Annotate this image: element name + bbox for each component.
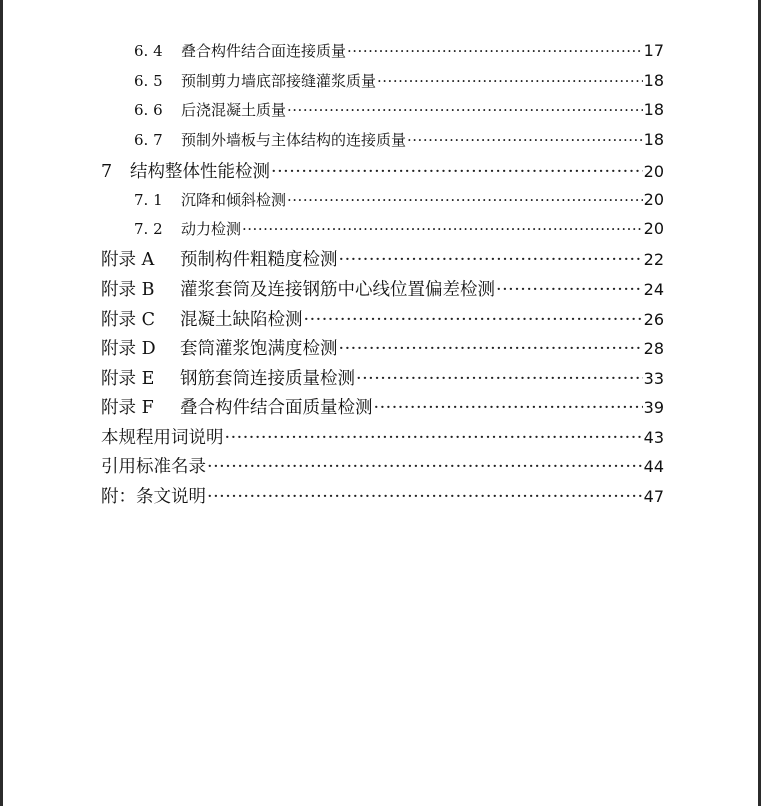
toc-entry-title: 混凝土缺陷检测 — [180, 310, 303, 330]
toc-entry[interactable] — [134, 189, 664, 210]
toc-entry-title: 本规程用词说明 — [101, 428, 224, 448]
toc-entry-title: 预制外墙板与主体结构的连接质量 — [181, 131, 407, 149]
toc-leader-dots — [347, 42, 643, 60]
toc-leader-dots — [374, 398, 643, 418]
toc-leader-dots — [339, 339, 643, 359]
toc-entry-title: 后浇混凝土质量 — [181, 101, 287, 119]
toc-entry-page: 20 — [643, 190, 664, 209]
toc-entry-page: 26 — [643, 310, 664, 329]
toc-entry-page: 18 — [643, 71, 664, 90]
toc-entry-number: 附录 C — [101, 310, 155, 330]
toc-entry-page: 28 — [643, 339, 664, 358]
toc-entry-title: 引用标准名录 — [101, 457, 206, 477]
toc-entry[interactable] — [134, 129, 664, 150]
toc-leader-dots — [496, 280, 643, 300]
toc-entry-page: 20 — [643, 219, 664, 238]
toc-entry[interactable] — [101, 306, 664, 331]
toc-entry-title: 预制剪力墙底部接缝灌浆质量 — [181, 72, 377, 90]
toc-entry-number: 附录 B — [101, 280, 155, 300]
toc-entry-title: 预制构件粗糙度检测 — [180, 250, 338, 270]
toc-entry-number: 7. 2 — [134, 220, 163, 238]
toc-entry-title: 叠合构件结合面质量检测 — [180, 398, 373, 418]
toc-entry-number: 附录 E — [101, 369, 155, 389]
toc-entry[interactable] — [101, 246, 664, 271]
toc-entry-number: 附录 A — [101, 250, 155, 270]
toc-entry-title: 附：条文说明 — [101, 487, 206, 507]
toc-entry-title: 动力检测 — [181, 220, 242, 238]
toc-entry[interactable] — [134, 218, 664, 239]
toc-leader-dots — [225, 428, 643, 448]
toc-entry[interactable] — [101, 365, 664, 390]
toc-entry-title: 灌浆套筒及连接钢筋中心线位置偏差检测 — [180, 280, 495, 300]
toc-entry-page: 17 — [643, 41, 664, 60]
toc-entry-number: 7. 1 — [134, 191, 163, 209]
toc-entry-page: 43 — [643, 428, 664, 447]
toc-entry-page: 47 — [643, 487, 664, 506]
toc-leader-dots — [356, 369, 643, 389]
toc-entry-page: 24 — [643, 280, 664, 299]
toc-leader-dots — [407, 131, 643, 149]
toc-entry[interactable] — [101, 453, 664, 478]
toc-entry[interactable] — [101, 424, 664, 449]
toc-entry[interactable] — [134, 99, 664, 120]
toc-entry-number: 附录 D — [101, 339, 156, 359]
toc-entry[interactable] — [101, 394, 664, 419]
toc-leader-dots — [242, 220, 643, 238]
toc-entry-title: 套筒灌浆饱满度检测 — [180, 339, 338, 359]
toc-entry-page: 18 — [643, 130, 664, 149]
toc-entry[interactable] — [134, 70, 664, 91]
toc-entry-page: 33 — [643, 369, 664, 388]
toc-entry-page: 44 — [643, 457, 664, 476]
toc-entry-page: 39 — [643, 398, 664, 417]
toc-entry[interactable] — [101, 335, 664, 360]
toc-entry-title: 叠合构件结合面连接质量 — [181, 42, 347, 60]
toc-entry-title: 结构整体性能检测 — [130, 162, 270, 182]
toc-entry[interactable] — [134, 40, 664, 61]
toc-entry-number: 6. 4 — [134, 42, 163, 60]
toc-entry[interactable] — [101, 276, 664, 301]
toc-entry-page: 18 — [643, 100, 664, 119]
toc-entry-page: 20 — [643, 162, 664, 181]
toc-leader-dots — [339, 250, 643, 270]
toc-entry[interactable] — [101, 158, 664, 183]
toc-leader-dots — [287, 101, 643, 119]
toc-entry-number: 6. 7 — [134, 131, 163, 149]
toc-leader-dots — [271, 162, 643, 182]
toc-entry-number: 7 — [101, 162, 113, 182]
toc-leader-dots — [304, 310, 643, 330]
toc-leader-dots — [377, 72, 643, 90]
toc-entry[interactable] — [101, 483, 664, 508]
toc-entry-number: 6. 5 — [134, 72, 163, 90]
toc-leader-dots — [207, 457, 643, 477]
toc-leader-dots — [207, 487, 643, 507]
toc-entry-title: 钢筋套筒连接质量检测 — [180, 369, 355, 389]
toc-entry-title: 沉降和倾斜检测 — [181, 191, 287, 209]
toc-entry-page: 22 — [643, 250, 664, 269]
toc-entry-number: 6. 6 — [134, 101, 163, 119]
toc-entry-number: 附录 F — [101, 398, 154, 418]
toc-leader-dots — [287, 191, 643, 209]
page-left-border — [0, 0, 3, 806]
